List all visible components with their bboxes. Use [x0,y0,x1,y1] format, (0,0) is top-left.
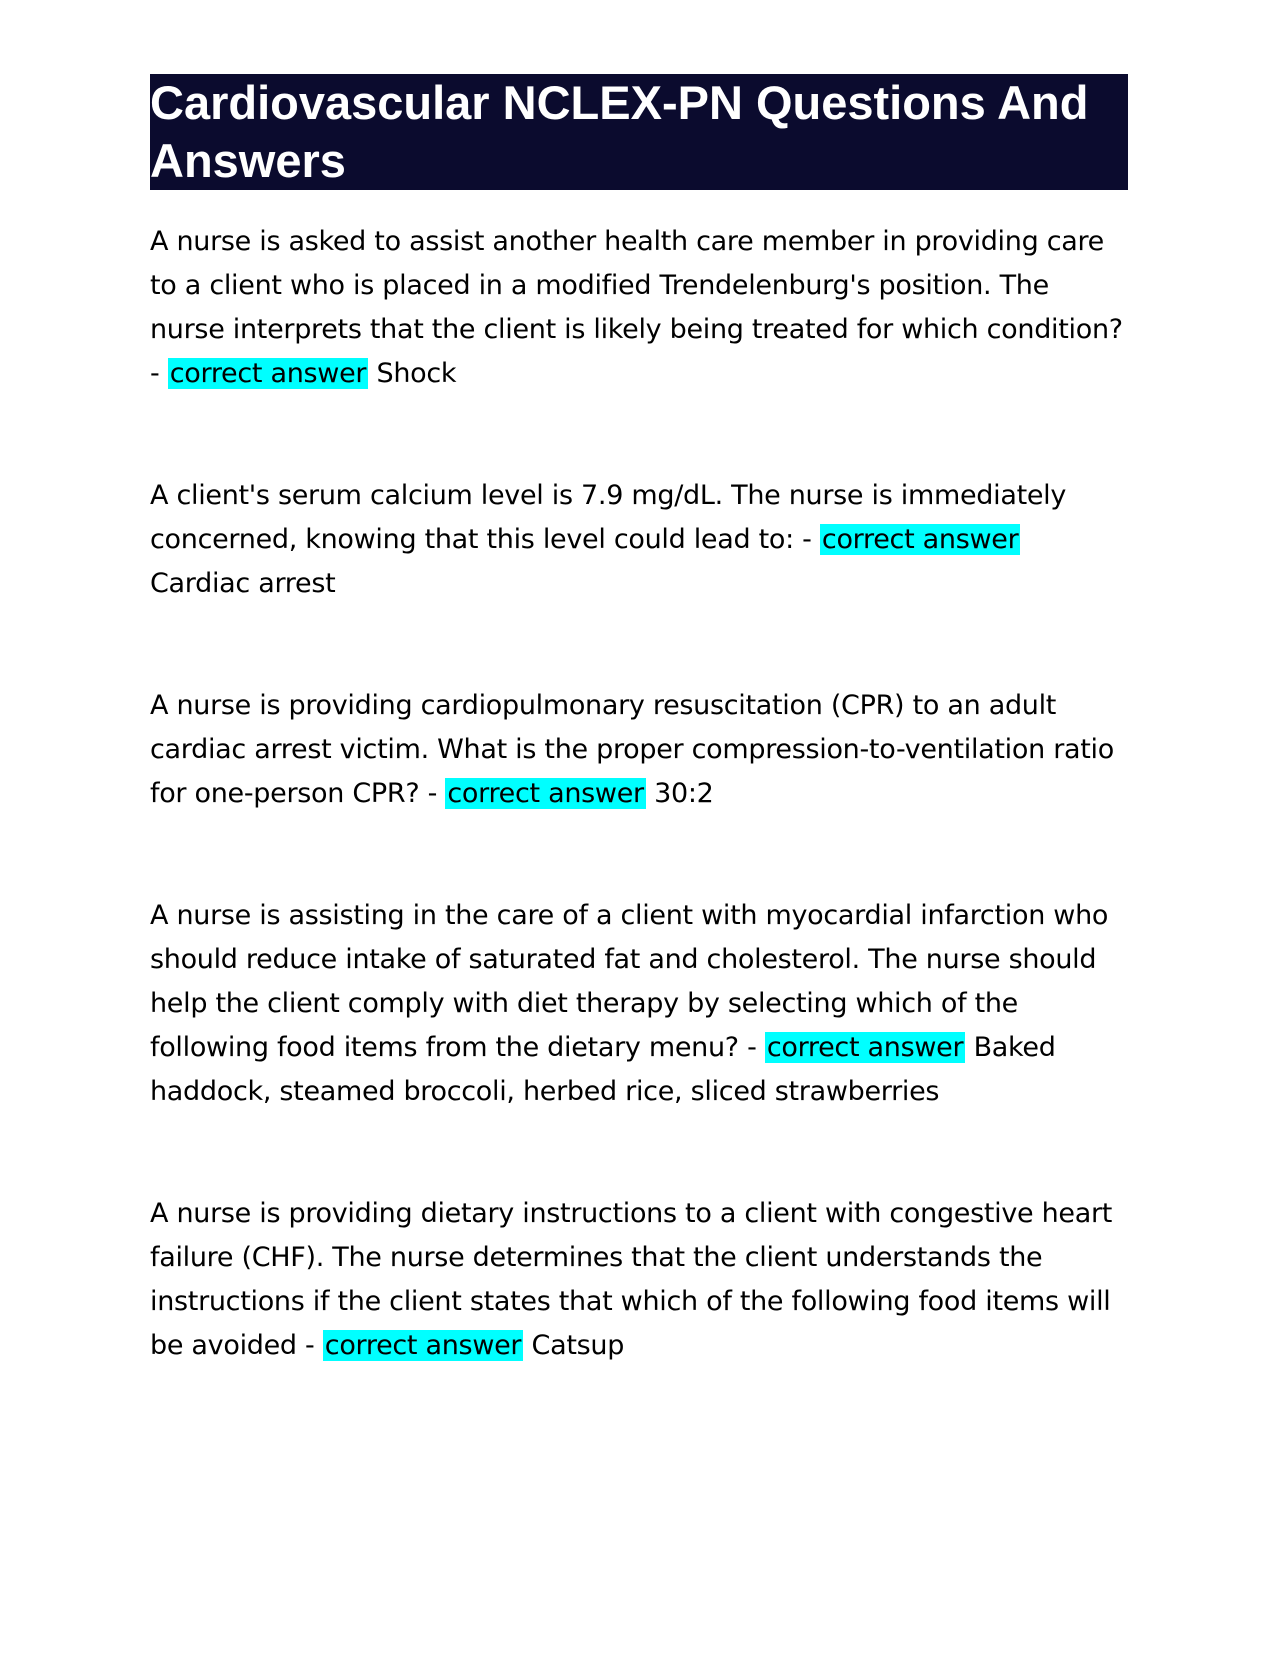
correct-answer-marker: correct answer [324,1330,522,1361]
question-text: A nurse is assisting in the care of a client with myocardial infarction who should reduce intake of saturated fat and cholesterol. The nurse should help the client comply with diet therapy by selecting which of the following food items from the dietary menu? - [150,900,1109,1063]
correct-answer-marker: correct answer [447,778,644,809]
document-title: Cardiovascular NCLEX-PN Questions And Answers [150,74,1128,190]
question-text: A nurse is providing cardiopulmonary resuscitation (CPR) to an adult cardiac arrest victim. What is the proper compression-to-ventilation ratio for one-person CPR? - [150,690,1114,809]
correct-answer-marker: correct answer [766,1032,964,1063]
answer-text: 30:2 [654,778,714,809]
correct-answer-marker: correct answer [821,524,1019,555]
qa-item [150,1192,1128,1368]
question-text: A client's serum calcium level is 7.9 mg/dL. The nurse is immediately concerned, knowing that this level could lead to: - [150,480,1067,555]
document-page [150,74,1128,1368]
question-text: A nurse is providing dietary instructions to a client with congestive heart failure (CHF). The nurse determines that the client understands the instructions if the client states that which of the following food items will be avoided - [150,1198,1113,1361]
answer-text: Catsup [531,1330,625,1361]
qa-item [150,474,1128,606]
question-text: A nurse is asked to assist another health care member in providing care to a client who is placed in a modified Trendelenburg's position. The nurse interprets that the client is likely being treated for which condition? - [150,226,1123,389]
correct-answer-marker: correct answer [169,358,367,389]
answer-text: Baked haddock, steamed broccoli, herbed rice, sliced strawberries [150,1032,1056,1107]
qa-item [150,894,1128,1114]
qa-item [150,220,1128,396]
answer-text: Cardiac arrest [150,568,336,599]
answer-text: Shock [376,358,457,389]
qa-item [150,684,1128,816]
